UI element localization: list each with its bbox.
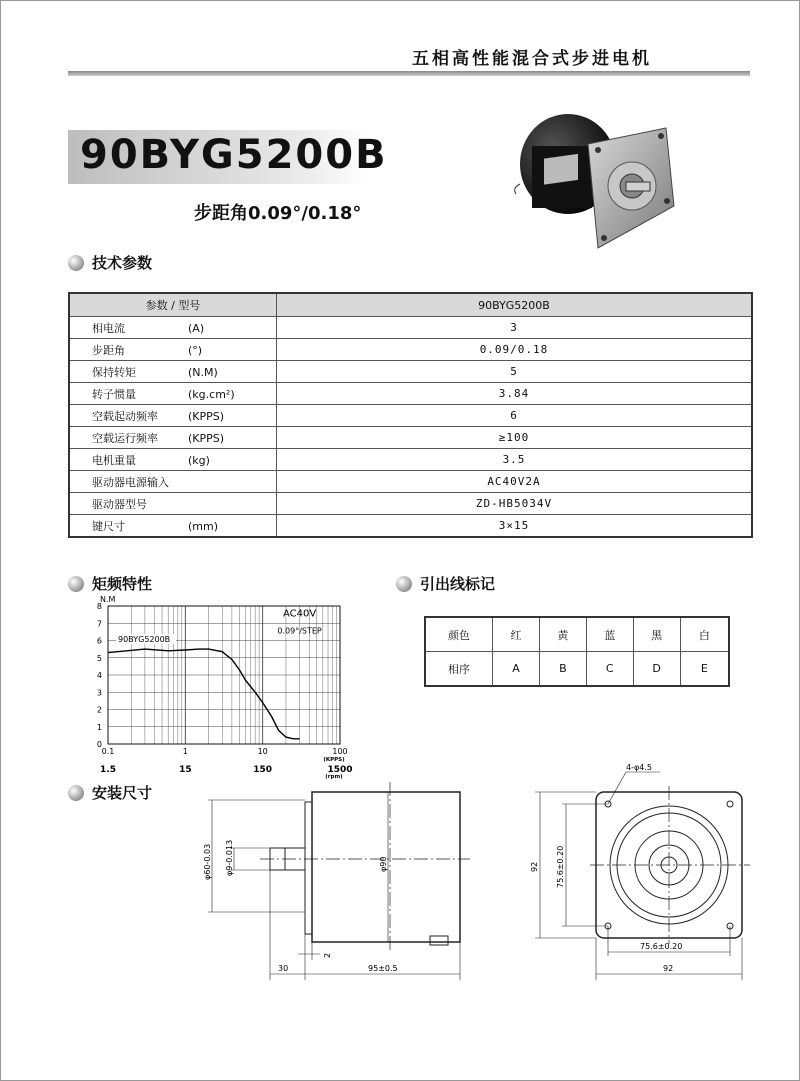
y-tick-label: 1 (96, 722, 102, 732)
lead-phase: E (680, 652, 729, 687)
spec-param (69, 427, 277, 449)
bullet-icon (68, 255, 84, 271)
spec-header-row (69, 293, 752, 317)
spec-row (69, 515, 752, 538)
lead-row2-label: 相序 (425, 652, 493, 687)
spec-row (69, 383, 752, 405)
model-name: 90BYG5200B (80, 132, 388, 178)
header-title: 五相高性能混合式步进电机 (412, 49, 652, 69)
spec-row (69, 493, 752, 515)
motor-photo (506, 106, 676, 251)
spec-param-name: 保持转矩 (92, 365, 136, 379)
dim-95: 95±0.5 (368, 964, 398, 973)
header-rule (68, 71, 750, 76)
section-lead (396, 573, 495, 594)
lead-color: 白 (680, 617, 729, 652)
lead-color-row (425, 617, 729, 652)
spec-row (69, 361, 752, 383)
spec-param-unit: (kg.cm²) (188, 387, 235, 401)
bullet-icon (396, 576, 412, 592)
y-tick-label: 3 (96, 688, 102, 698)
x-unit-label: (KPPS) (323, 757, 345, 763)
spec-header-model: 90BYG5200B (277, 293, 753, 317)
y-tick-label: 0 (96, 740, 102, 749)
spec-value: ZD-HB5034V (277, 493, 753, 515)
spec-param-unit: (A) (188, 321, 205, 335)
lead-color: 红 (493, 617, 540, 652)
spec-value: 3×15 (277, 515, 753, 538)
torque-curve (108, 649, 300, 739)
spec-row (69, 471, 752, 493)
spec-value: 0.09/0.18 (277, 339, 753, 361)
spec-param (69, 383, 277, 405)
section-tech-label: 技术参数 (92, 254, 153, 272)
section-install-label: 安装尺寸 (92, 784, 153, 802)
spec-param-name: 电机重量 (92, 453, 136, 467)
dim-2: 2 (323, 952, 332, 958)
rpm-tick-label: 1500 (327, 765, 353, 775)
section-tech-params (68, 252, 152, 273)
spec-header-param: 参数 / 型号 (69, 293, 277, 317)
dim-d90: φ90 (379, 856, 388, 872)
dim-756-h: 75.6±0.20 (640, 942, 683, 951)
spec-param (69, 405, 277, 427)
lead-color: 蓝 (586, 617, 633, 652)
spec-row (69, 427, 752, 449)
spec-value: 3.5 (277, 449, 753, 471)
spec-value: 3 (277, 317, 753, 339)
y-tick-label: 8 (96, 602, 102, 611)
spec-param-unit: (°) (188, 343, 203, 357)
lead-color: 黄 (539, 617, 586, 652)
lead-row1-label: 颜色 (425, 617, 493, 652)
dim-holes: 4-φ4.5 (626, 763, 652, 772)
spec-value: 5 (277, 361, 753, 383)
spec-param-name: 步距角 (92, 343, 125, 357)
spec-table (68, 292, 753, 538)
y-tick-label: 6 (96, 636, 102, 646)
spec-row (69, 449, 752, 471)
section-install (68, 782, 152, 803)
lead-phase: D (633, 652, 680, 687)
installation-drawing (190, 760, 770, 980)
lead-table (424, 616, 730, 687)
lead-phase: B (539, 652, 586, 687)
x-tick-label: 10 (257, 747, 268, 756)
section-lead-label: 引出线标记 (420, 575, 496, 593)
rpm-unit-label: (rpm) (325, 774, 343, 780)
spec-param-unit: (KPPS) (188, 409, 225, 423)
y-tick-label: 7 (96, 619, 102, 629)
spec-param (69, 361, 277, 383)
spec-param-unit: (KPPS) (188, 431, 225, 445)
spec-row (69, 339, 752, 361)
dim-92-v: 92 (530, 861, 539, 872)
side-view (208, 782, 470, 980)
rpm-tick-label: 15 (179, 765, 192, 775)
series-label: 90BYG5200B (118, 635, 171, 645)
lead-phase: C (586, 652, 633, 687)
spec-param (69, 515, 277, 538)
x-tick-label: 100 (332, 747, 348, 756)
spec-param-unit: (mm) (188, 519, 219, 533)
dim-d9: φ9-0.013 (225, 839, 234, 876)
voltage-annotation: AC40V (282, 608, 317, 620)
spec-value: 6 (277, 405, 753, 427)
lead-color: 黑 (633, 617, 680, 652)
spec-param-unit: (N.M) (188, 365, 218, 379)
spec-param (69, 493, 277, 515)
y-tick-label: 4 (96, 671, 102, 680)
spec-param-name: 驱动器型号 (92, 497, 147, 511)
spec-param (69, 449, 277, 471)
dim-756-v: 75.6±0.20 (556, 845, 565, 888)
spec-param (69, 471, 277, 493)
spec-param (69, 317, 277, 339)
spec-param-name: 相电流 (92, 321, 125, 335)
spec-row (69, 317, 752, 339)
x-tick-label: 1 (182, 747, 188, 756)
bullet-icon (68, 576, 84, 592)
spec-param-name: 空载运行频率 (92, 431, 158, 445)
spec-param (69, 339, 277, 361)
spec-param-name: 转子惯量 (92, 387, 136, 401)
y-axis-label: N.M (100, 595, 116, 604)
lead-phase: A (493, 652, 540, 687)
dim-30: 30 (278, 964, 289, 973)
rpm-tick-label: 1.5 (100, 765, 116, 775)
spec-value: ≥100 (277, 427, 753, 449)
spec-value: 3.84 (277, 383, 753, 405)
step-angle-subtitle: 步距角0.09°/0.18° (194, 203, 362, 224)
y-tick-label: 5 (96, 653, 102, 663)
spec-value: AC40V2A (277, 471, 753, 493)
bullet-icon (68, 785, 84, 801)
spec-row (69, 405, 752, 427)
section-torque-label: 矩频特性 (92, 575, 153, 593)
x-tick-label: 0.1 (101, 747, 115, 756)
lead-phase-row (425, 652, 729, 687)
y-tick-label: 2 (96, 705, 102, 715)
spec-param-name: 空载起动频率 (92, 409, 158, 423)
spec-param-name: 键尺寸 (92, 519, 125, 533)
dim-d60: φ60-0.03 (203, 843, 212, 880)
spec-param-unit: (kg) (188, 453, 210, 467)
rpm-tick-label: 150 (253, 765, 273, 775)
step-annotation: 0.09°/STEP (277, 626, 322, 636)
dim-92-h: 92 (663, 964, 674, 973)
spec-param-name: 驱动器电源输入 (92, 475, 169, 489)
